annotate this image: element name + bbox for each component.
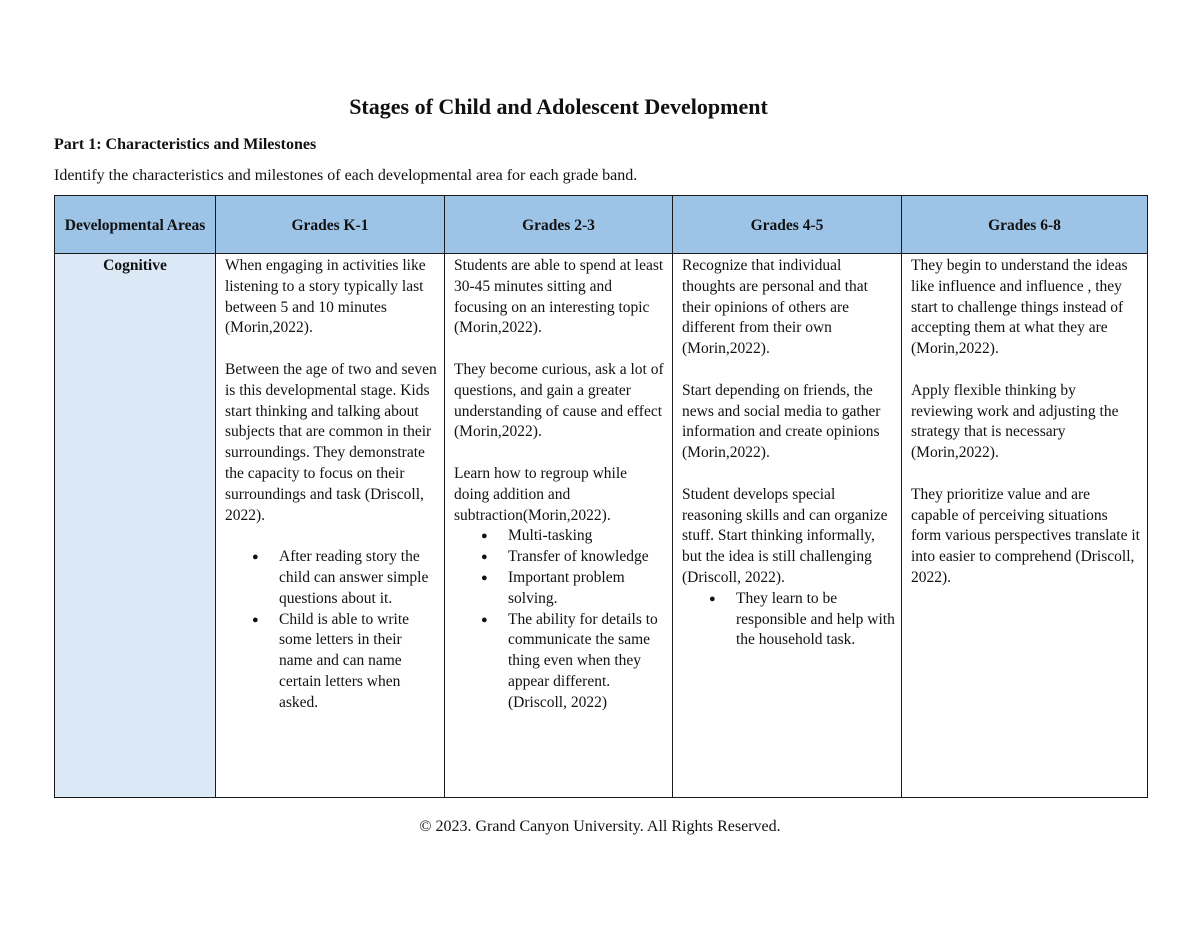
list-item: ● Multi-tasking bbox=[508, 526, 666, 547]
cell-paragraph: They begin to understand the ideas like influence and influence , they start to challenge things instead of accepting them at what they are (Morin,2022). bbox=[911, 257, 1128, 358]
document-title: Stages of Child and Adolescent Development bbox=[349, 94, 768, 119]
bullet-list bbox=[225, 547, 438, 713]
area-cell-cognitive: Cognitive bbox=[55, 254, 216, 798]
cell-paragraph: They prioritize value and are capable of perceiving situations form various perspectives translate it into easier to comprehend (Driscoll, 2022). bbox=[911, 485, 1140, 586]
list-item: ● Transfer of knowledge bbox=[508, 547, 666, 568]
copyright-footer: © 2023. Grand Canyon University. All Rights Reserved. bbox=[419, 818, 781, 835]
header-grades-6-8: Grades 6-8 bbox=[902, 196, 1148, 254]
cell-grades-k-1 bbox=[216, 254, 445, 798]
instructions-text: Identify the characteristics and milestones of each developmental area for each grade band. bbox=[54, 167, 638, 184]
list-item: ● After reading story the child can answer simple questions about it. bbox=[279, 547, 438, 609]
cell-paragraph: They become curious, ask a lot of questions, and gain a greater understanding of cause and effect (Morin,2022). bbox=[454, 360, 664, 441]
header-developmental-areas: Developmental Areas bbox=[55, 196, 216, 254]
cell-paragraph: When engaging in activities like listening to a story typically last between 5 and 10 minutes (Morin,2022). bbox=[225, 257, 426, 337]
list-item: ● The ability for details to communicate the same thing even when they appear different. bbox=[508, 610, 666, 693]
cell-paragraph: Apply flexible thinking by reviewing work and adjusting the strategy that is necessary (Morin,2022). bbox=[911, 381, 1119, 462]
cell-grades-2-3 bbox=[445, 254, 673, 798]
cell-paragraph: Student develops special reasoning skills and can organize stuff. Start thinking informally, but the idea is still challenging (Driscoll, 2022). bbox=[682, 485, 888, 586]
cell-paragraph: Students are able to spend at least 30-45 minutes sitting and focusing on an interesting topic (Morin,2022). bbox=[454, 257, 664, 337]
bullet-list bbox=[682, 589, 895, 651]
table-header-row bbox=[55, 196, 1148, 254]
cell-paragraph: Recognize that individual thoughts are personal and that their opinions of others are different from their own (Morin,2022). bbox=[682, 257, 868, 358]
cell-grades-4-5 bbox=[673, 254, 902, 798]
header-grades-4-5: Grades 4-5 bbox=[673, 196, 902, 254]
cell-paragraph: Learn how to regroup while doing addition and subtraction(Morin,2022). bbox=[454, 464, 628, 524]
list-item: ● They learn to be responsible and help with the household task. bbox=[736, 589, 895, 651]
cell-paragraph: Start depending on friends, the news and social media to gather information and create opinions (Morin,2022). bbox=[682, 381, 881, 462]
bullet-list bbox=[454, 526, 666, 692]
header-grades-2-3: Grades 2-3 bbox=[445, 196, 673, 254]
citation-text: (Driscoll, 2022) bbox=[508, 693, 608, 711]
table-row-cognitive bbox=[55, 254, 1148, 798]
list-item: ● Child is able to write some letters in their name and can name certain letters when asked. bbox=[279, 610, 438, 714]
cell-paragraph: Between the age of two and seven is this developmental stage. Kids start thinking and talking about subjects that are common in their surroundings. They demonstrate the capacity to focus on their surroundings and task (Driscoll, 2022). bbox=[225, 360, 437, 524]
cell-grades-6-8 bbox=[902, 254, 1148, 798]
header-grades-k-1: Grades K-1 bbox=[216, 196, 445, 254]
part-heading: Part 1: Characteristics and Milestones bbox=[54, 136, 317, 153]
list-item: ● Important problem solving. bbox=[508, 568, 666, 610]
development-table bbox=[54, 195, 1148, 798]
